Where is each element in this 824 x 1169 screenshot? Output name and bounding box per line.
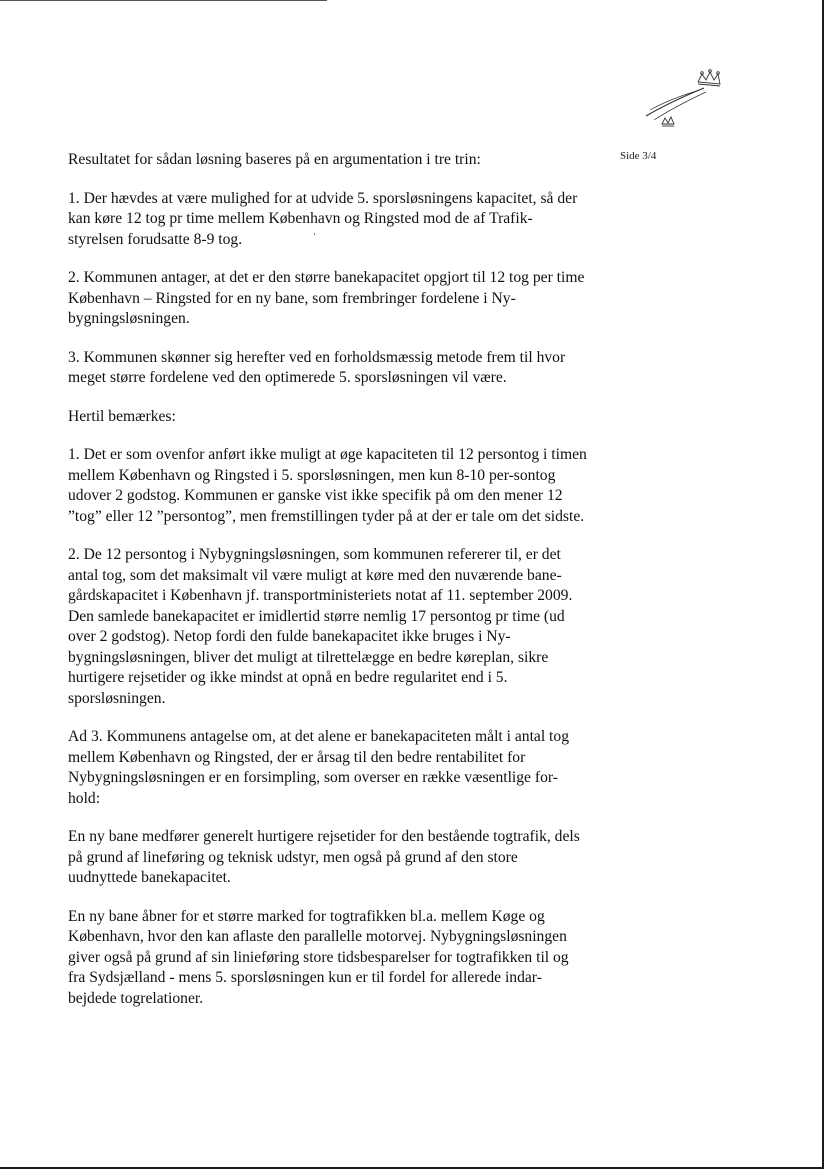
paragraph-intro: Resultatet for sådan løsning baseres på en argumentation i tre trin: [68, 151, 481, 168]
paragraph-step-3: 3. Kommunen skønner sig herefter ved en forholdsmæssig metode frem til hvor meget større fordelene ved den optimerede 5. sporsløsningen vil være. [68, 348, 566, 386]
paragraph-new-line-market: En ny bane åbner for et større marked for togtrafikken bl.a. mellem Køge og København, hvor den kan aflaste den parallelle motorvej. Nybygningsløsningen giver også på grund af sin linieføring store tidsbesparelser for togtrafikken til og fra Sydsjælland - mens 5. sporsløsningen kun er til fordel for allerede indar-bejdede togrelationer. [68, 907, 569, 1007]
paragraph-new-line-speed: En ny bane medfører generelt hurtigere rejsetider for den bestående togtrafik, dels på grund af lineføring og teknisk udstyr, men også på grund af den store uudnyttede banekapacitet. [68, 828, 580, 886]
paragraph-remark-3: Ad 3. Kommunens antagelse om, at det alene er banekapaciteten målt i antal tog mellem København og Ringsted, der er årsag til den bedre rentabilitet for Nybygningsløsningen er en forsimpling, som overser en række væsentlige for-hold: [68, 728, 569, 807]
paragraph-remarks-heading: Hertil bemærkes: [68, 407, 176, 425]
paragraph-step-1: 1. Der hævdes at være mulighed for at udvide 5. sporsløsningens kapacitet, så der kan køre 12 tog pr time mellem København og Ringsted mod de af Trafik-styrelsen forudsatte 8-9 tog. [68, 189, 578, 248]
paragraph-remark-1: 1. Det er som ovenfor anført ikke muligt at øge kapaciteten til 12 persontog i timen mellem København og Ringsted i 5. sporsløsningen, men kun 8-10 per-sontog udover 2 godstog. Kommunen er ganske vist ikke specifik på om den mener 12 ”tog” eller 12 ”persontog”, men fremstillingen tyder på at der er tale om det sidste. [68, 446, 587, 525]
paragraph-remark-2: 2. De 12 persontog i Nybygningsløsningen, som kommunen refererer til, er det antal tog, som det maksimalt vil være muligt at køre med den nuværende bane-gårdskapacitet i København jf. transportministeriets notat af 11. september 2009. Den samlede banekapacitet er imidlertid større nemlig 17 persontog pr time (ud over 2 godstog). Netop fordi den fulde banekapacitet ikke bruges i Ny-bygningsløsningen, bliver det muligt at tilrettelægge en bedre køreplan, sikre hurtigere rejsetider og ikke mindst at opnå en bedre regularitet end i 5. sporsløsningen. [68, 546, 573, 707]
letter-body [68, 150, 588, 1027]
scan-edge-line [0, 0, 327, 1]
crown-emblem-icon [640, 66, 730, 136]
paragraph-step-2: 2. Kommunen antager, at det er den større banekapacitet opgjort til 12 tog per time København – Ringsted for en ny bane, som frembringer fordelene i Ny-bygningsløsningen. [68, 269, 585, 327]
page-number: Side 3/4 [620, 150, 657, 162]
